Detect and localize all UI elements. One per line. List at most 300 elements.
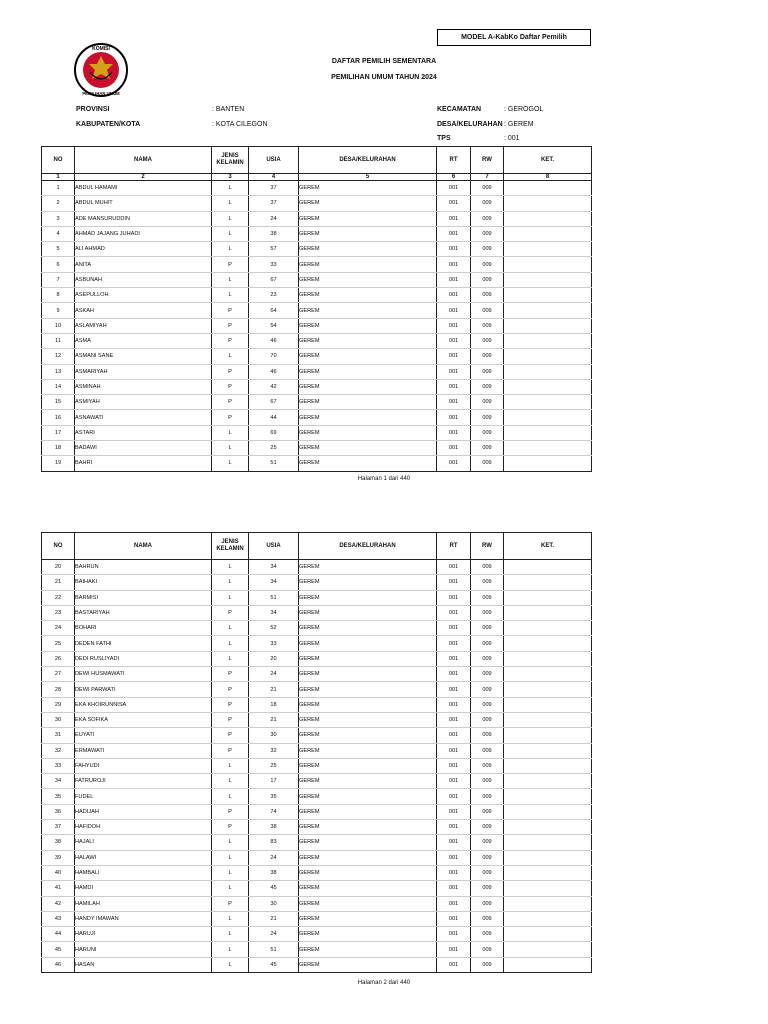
- cell-nama: BARMISI: [75, 590, 212, 605]
- cell-rw: 009: [471, 820, 504, 835]
- cell-jenis-kelamin: L: [212, 835, 249, 850]
- cell-usia: 21: [249, 682, 299, 697]
- cell-rt: 001: [437, 441, 471, 456]
- cell-rt: 001: [437, 410, 471, 425]
- cell-desa: GEREM: [299, 865, 437, 880]
- cell-ket: [504, 318, 592, 333]
- cell-nama: ASMINAH: [75, 379, 212, 394]
- cell-rt: 001: [437, 712, 471, 727]
- model-label: MODEL A-KabKo Daftar Pemilih: [437, 29, 591, 46]
- table-row: [42, 636, 592, 651]
- cell-usia: 69: [249, 425, 299, 440]
- cell-desa: GEREM: [299, 288, 437, 303]
- cell-nama: ANITA: [75, 257, 212, 272]
- cell-desa: GEREM: [299, 789, 437, 804]
- cell-nama: HADIJAH: [75, 804, 212, 819]
- cell-jenis-kelamin: L: [212, 456, 249, 471]
- cell-desa: GEREM: [299, 456, 437, 471]
- cell-ket: [504, 743, 592, 758]
- table-row: [42, 272, 592, 287]
- cell-rw: 009: [471, 257, 504, 272]
- cell-jenis-kelamin: L: [212, 441, 249, 456]
- cell-rt: 001: [437, 590, 471, 605]
- cell-desa: GEREM: [299, 349, 437, 364]
- cell-no: 11: [42, 333, 75, 348]
- table-row: [42, 303, 592, 318]
- cell-usia: 51: [249, 590, 299, 605]
- col-rw: RW: [471, 147, 504, 174]
- cell-usia: 34: [249, 605, 299, 620]
- table-row: [42, 242, 592, 257]
- col-number: 7: [471, 174, 504, 181]
- cell-nama: EKA KHOIRUNNISA: [75, 697, 212, 712]
- kabkota-label: KABUPATEN/KOTA: [76, 121, 141, 128]
- cell-nama: FAHYUDI: [75, 758, 212, 773]
- cell-jenis-kelamin: P: [212, 896, 249, 911]
- cell-jenis-kelamin: L: [212, 865, 249, 880]
- col-number: 2: [75, 174, 212, 181]
- table-row: [42, 456, 592, 471]
- cell-usia: 83: [249, 835, 299, 850]
- cell-desa: GEREM: [299, 621, 437, 636]
- col-jenis-kelamin: JENIS KELAMIN: [212, 147, 249, 174]
- table-row: [42, 651, 592, 666]
- cell-nama: HAMILAH: [75, 896, 212, 911]
- cell-usia: 42: [249, 379, 299, 394]
- kabkota-value: : KOTA CILEGON: [212, 121, 268, 128]
- cell-rt: 001: [437, 789, 471, 804]
- cell-no: 8: [42, 288, 75, 303]
- cell-ket: [504, 303, 592, 318]
- cell-no: 15: [42, 395, 75, 410]
- cell-rw: 009: [471, 272, 504, 287]
- cell-jenis-kelamin: P: [212, 364, 249, 379]
- cell-rw: 009: [471, 395, 504, 410]
- cell-nama: ASMANI SANE: [75, 349, 212, 364]
- cell-desa: GEREM: [299, 575, 437, 590]
- cell-no: 41: [42, 881, 75, 896]
- cell-desa: GEREM: [299, 682, 437, 697]
- col-rt: RT: [437, 147, 471, 174]
- cell-jenis-kelamin: L: [212, 272, 249, 287]
- table-row: [42, 804, 592, 819]
- cell-rt: 001: [437, 850, 471, 865]
- table-row: [42, 682, 592, 697]
- cell-rt: 001: [437, 820, 471, 835]
- cell-nama: BAHRI: [75, 456, 212, 471]
- cell-jenis-kelamin: L: [212, 226, 249, 241]
- cell-rw: 009: [471, 560, 504, 575]
- cell-jenis-kelamin: P: [212, 395, 249, 410]
- cell-usia: 30: [249, 728, 299, 743]
- cell-jenis-kelamin: P: [212, 697, 249, 712]
- cell-no: 2: [42, 196, 75, 211]
- cell-usia: 20: [249, 651, 299, 666]
- cell-no: 22: [42, 590, 75, 605]
- cell-usia: 18: [249, 697, 299, 712]
- cell-rw: 009: [471, 196, 504, 211]
- table-row: [42, 211, 592, 226]
- cell-jenis-kelamin: P: [212, 410, 249, 425]
- table-row: [42, 379, 592, 394]
- cell-ket: [504, 288, 592, 303]
- cell-jenis-kelamin: L: [212, 196, 249, 211]
- cell-jenis-kelamin: P: [212, 728, 249, 743]
- cell-usia: 21: [249, 911, 299, 926]
- table-row: [42, 957, 592, 972]
- cell-no: 33: [42, 758, 75, 773]
- cell-ket: [504, 333, 592, 348]
- cell-ket: [504, 865, 592, 880]
- cell-rw: 009: [471, 728, 504, 743]
- cell-nama: BASTARIYAH: [75, 605, 212, 620]
- cell-nama: ABDUL HAMAMI: [75, 181, 212, 196]
- table-row: [42, 318, 592, 333]
- table-row: [42, 911, 592, 926]
- cell-jenis-kelamin: L: [212, 636, 249, 651]
- cell-desa: GEREM: [299, 303, 437, 318]
- col-nama: NAMA: [75, 533, 212, 560]
- cell-rw: 009: [471, 181, 504, 196]
- cell-usia: 35: [249, 789, 299, 804]
- cell-rw: 009: [471, 835, 504, 850]
- cell-rt: 001: [437, 927, 471, 942]
- cell-no: 17: [42, 425, 75, 440]
- col-ket: KET.: [504, 147, 592, 174]
- cell-ket: [504, 364, 592, 379]
- cell-desa: GEREM: [299, 410, 437, 425]
- logo-bottom-text: PEMILIHAN UMUM: [82, 91, 120, 96]
- cell-no: 44: [42, 927, 75, 942]
- cell-nama: ASTARI: [75, 425, 212, 440]
- cell-rw: 009: [471, 927, 504, 942]
- cell-desa: GEREM: [299, 333, 437, 348]
- cell-no: 43: [42, 911, 75, 926]
- cell-usia: 37: [249, 196, 299, 211]
- cell-rw: 009: [471, 682, 504, 697]
- cell-nama: HANDY IMAWAN: [75, 911, 212, 926]
- cell-usia: 21: [249, 712, 299, 727]
- col-rt: RT: [437, 533, 471, 560]
- cell-no: 23: [42, 605, 75, 620]
- cell-rw: 009: [471, 605, 504, 620]
- cell-ket: [504, 605, 592, 620]
- cell-jenis-kelamin: P: [212, 379, 249, 394]
- cell-rt: 001: [437, 349, 471, 364]
- cell-nama: ASMA: [75, 333, 212, 348]
- table-row: [42, 835, 592, 850]
- cell-desa: GEREM: [299, 379, 437, 394]
- cell-rw: 009: [471, 942, 504, 957]
- col-jenis-kelamin: JENIS KELAMIN: [212, 533, 249, 560]
- cell-ket: [504, 456, 592, 471]
- cell-usia: 23: [249, 288, 299, 303]
- logo-top-text: KOMISI: [92, 46, 110, 52]
- col-number: 6: [437, 174, 471, 181]
- cell-nama: HALAWI: [75, 850, 212, 865]
- cell-nama: BAHRUN: [75, 560, 212, 575]
- cell-desa: GEREM: [299, 441, 437, 456]
- cell-nama: ASMARIYAH: [75, 364, 212, 379]
- cell-no: 9: [42, 303, 75, 318]
- cell-ket: [504, 425, 592, 440]
- cell-rw: 009: [471, 211, 504, 226]
- cell-nama: ASKAH: [75, 303, 212, 318]
- cell-jenis-kelamin: L: [212, 758, 249, 773]
- cell-nama: HASAN: [75, 957, 212, 972]
- col-usia: USIA: [249, 147, 299, 174]
- cell-no: 36: [42, 804, 75, 819]
- cell-desa: GEREM: [299, 364, 437, 379]
- cell-usia: 67: [249, 272, 299, 287]
- cell-no: 7: [42, 272, 75, 287]
- col-rw: RW: [471, 533, 504, 560]
- col-usia: USIA: [249, 533, 299, 560]
- cell-desa: GEREM: [299, 242, 437, 257]
- cell-jenis-kelamin: L: [212, 911, 249, 926]
- col-number: 1: [42, 174, 75, 181]
- cell-rw: 009: [471, 590, 504, 605]
- cell-ket: [504, 682, 592, 697]
- provinsi-label: PROVINSI: [76, 106, 110, 113]
- cell-rt: 001: [437, 697, 471, 712]
- cell-no: 18: [42, 441, 75, 456]
- cell-rw: 009: [471, 425, 504, 440]
- page-footer-2: Halaman 2 dari 440: [357, 980, 411, 986]
- table-row: [42, 257, 592, 272]
- cell-rt: 001: [437, 456, 471, 471]
- cell-rw: 009: [471, 621, 504, 636]
- cell-ket: [504, 911, 592, 926]
- cell-no: 27: [42, 667, 75, 682]
- cell-no: 30: [42, 712, 75, 727]
- cell-rw: 009: [471, 804, 504, 819]
- cell-ket: [504, 621, 592, 636]
- cell-usia: 45: [249, 957, 299, 972]
- cell-ket: [504, 957, 592, 972]
- cell-rt: 001: [437, 774, 471, 789]
- cell-rw: 009: [471, 226, 504, 241]
- cell-jenis-kelamin: P: [212, 820, 249, 835]
- cell-rw: 009: [471, 410, 504, 425]
- cell-usia: 51: [249, 456, 299, 471]
- table-row: [42, 621, 592, 636]
- cell-ket: [504, 410, 592, 425]
- cell-nama: ASLAMIYAH: [75, 318, 212, 333]
- cell-rt: 001: [437, 835, 471, 850]
- cell-rt: 001: [437, 425, 471, 440]
- cell-rw: 009: [471, 242, 504, 257]
- cell-jenis-kelamin: L: [212, 651, 249, 666]
- cell-ket: [504, 728, 592, 743]
- cell-rt: 001: [437, 865, 471, 880]
- cell-desa: GEREM: [299, 667, 437, 682]
- cell-desa: GEREM: [299, 896, 437, 911]
- table-row: [42, 774, 592, 789]
- cell-ket: [504, 242, 592, 257]
- table-row: [42, 881, 592, 896]
- cell-rw: 009: [471, 364, 504, 379]
- table-row: [42, 667, 592, 682]
- cell-nama: HAMBALI: [75, 865, 212, 880]
- cell-jenis-kelamin: L: [212, 942, 249, 957]
- cell-desa: GEREM: [299, 651, 437, 666]
- cell-usia: 24: [249, 927, 299, 942]
- cell-rt: 001: [437, 758, 471, 773]
- col-desa: DESA/KELURAHAN: [299, 533, 437, 560]
- cell-rt: 001: [437, 605, 471, 620]
- cell-rt: 001: [437, 272, 471, 287]
- cell-jenis-kelamin: L: [212, 850, 249, 865]
- kpu-logo: [72, 42, 130, 98]
- cell-rw: 009: [471, 288, 504, 303]
- cell-nama: HAMDI: [75, 881, 212, 896]
- cell-nama: ERMAWATI: [75, 743, 212, 758]
- cell-rw: 009: [471, 881, 504, 896]
- cell-desa: GEREM: [299, 743, 437, 758]
- cell-jenis-kelamin: L: [212, 575, 249, 590]
- cell-usia: 45: [249, 881, 299, 896]
- table-row: [42, 196, 592, 211]
- cell-usia: 51: [249, 942, 299, 957]
- table-row: [42, 181, 592, 196]
- cell-ket: [504, 575, 592, 590]
- cell-nama: FUDEL: [75, 789, 212, 804]
- cell-no: 39: [42, 850, 75, 865]
- cell-jenis-kelamin: P: [212, 804, 249, 819]
- cell-usia: 44: [249, 410, 299, 425]
- cell-ket: [504, 774, 592, 789]
- cell-nama: ASBUNAH: [75, 272, 212, 287]
- cell-jenis-kelamin: L: [212, 425, 249, 440]
- cell-no: 40: [42, 865, 75, 880]
- cell-ket: [504, 789, 592, 804]
- cell-rw: 009: [471, 911, 504, 926]
- cell-jenis-kelamin: P: [212, 667, 249, 682]
- table-row: [42, 395, 592, 410]
- table-row: [42, 850, 592, 865]
- cell-rw: 009: [471, 333, 504, 348]
- document-subtitle: PEMILIHAN UMUM TAHUN 2024: [331, 74, 437, 81]
- table-row: [42, 333, 592, 348]
- cell-no: 29: [42, 697, 75, 712]
- cell-jenis-kelamin: L: [212, 349, 249, 364]
- cell-rt: 001: [437, 288, 471, 303]
- cell-jenis-kelamin: L: [212, 590, 249, 605]
- col-no: NO: [42, 147, 75, 174]
- cell-nama: HARUNI: [75, 942, 212, 957]
- cell-no: 12: [42, 349, 75, 364]
- cell-desa: GEREM: [299, 272, 437, 287]
- cell-rt: 001: [437, 181, 471, 196]
- cell-ket: [504, 257, 592, 272]
- cell-rt: 001: [437, 196, 471, 211]
- cell-jenis-kelamin: L: [212, 211, 249, 226]
- table-row: [42, 942, 592, 957]
- cell-nama: DEDEN FATHI: [75, 636, 212, 651]
- cell-desa: GEREM: [299, 850, 437, 865]
- cell-ket: [504, 272, 592, 287]
- cell-rt: 001: [437, 667, 471, 682]
- desa-value: : GEREM: [504, 121, 534, 128]
- cell-ket: [504, 850, 592, 865]
- provinsi-value: : BANTEN: [212, 106, 245, 113]
- cell-desa: GEREM: [299, 820, 437, 835]
- table-row: [42, 560, 592, 575]
- cell-no: 10: [42, 318, 75, 333]
- cell-nama: BOHARI: [75, 621, 212, 636]
- cell-rw: 009: [471, 651, 504, 666]
- cell-jenis-kelamin: P: [212, 682, 249, 697]
- col-number: 8: [504, 174, 592, 181]
- cell-rw: 009: [471, 318, 504, 333]
- cell-usia: 30: [249, 896, 299, 911]
- cell-rt: 001: [437, 957, 471, 972]
- cell-usia: 24: [249, 211, 299, 226]
- cell-jenis-kelamin: L: [212, 957, 249, 972]
- cell-rt: 001: [437, 226, 471, 241]
- cell-rt: 001: [437, 257, 471, 272]
- cell-nama: DEWI HUSMAWATI: [75, 667, 212, 682]
- cell-rw: 009: [471, 636, 504, 651]
- cell-usia: 24: [249, 850, 299, 865]
- cell-rt: 001: [437, 211, 471, 226]
- cell-nama: EUYATI: [75, 728, 212, 743]
- cell-desa: GEREM: [299, 804, 437, 819]
- cell-nama: HAJALI: [75, 835, 212, 850]
- table-row: [42, 896, 592, 911]
- cell-no: 25: [42, 636, 75, 651]
- table-row: [42, 425, 592, 440]
- cell-usia: 37: [249, 181, 299, 196]
- cell-ket: [504, 927, 592, 942]
- table-row: [42, 605, 592, 620]
- table-row: [42, 820, 592, 835]
- cell-rw: 009: [471, 441, 504, 456]
- cell-desa: GEREM: [299, 211, 437, 226]
- cell-usia: 54: [249, 318, 299, 333]
- cell-nama: DEDI RUSLIYADI: [75, 651, 212, 666]
- cell-desa: GEREM: [299, 605, 437, 620]
- cell-usia: 52: [249, 621, 299, 636]
- cell-jenis-kelamin: P: [212, 318, 249, 333]
- cell-jenis-kelamin: L: [212, 621, 249, 636]
- cell-ket: [504, 758, 592, 773]
- cell-jenis-kelamin: L: [212, 560, 249, 575]
- cell-jenis-kelamin: L: [212, 789, 249, 804]
- col-no: NO: [42, 533, 75, 560]
- table-row: [42, 789, 592, 804]
- cell-rw: 009: [471, 379, 504, 394]
- cell-rt: 001: [437, 560, 471, 575]
- cell-rw: 009: [471, 865, 504, 880]
- cell-desa: GEREM: [299, 881, 437, 896]
- cell-ket: [504, 636, 592, 651]
- cell-desa: GEREM: [299, 728, 437, 743]
- cell-rt: 001: [437, 881, 471, 896]
- cell-no: 28: [42, 682, 75, 697]
- cell-nama: ASNAWATI: [75, 410, 212, 425]
- cell-no: 21: [42, 575, 75, 590]
- table-row: [42, 410, 592, 425]
- cell-jenis-kelamin: L: [212, 927, 249, 942]
- table-row: [42, 349, 592, 364]
- cell-jenis-kelamin: L: [212, 242, 249, 257]
- table-row: [42, 743, 592, 758]
- voter-table-page-2: [41, 532, 592, 973]
- cell-usia: 33: [249, 257, 299, 272]
- cell-rt: 001: [437, 575, 471, 590]
